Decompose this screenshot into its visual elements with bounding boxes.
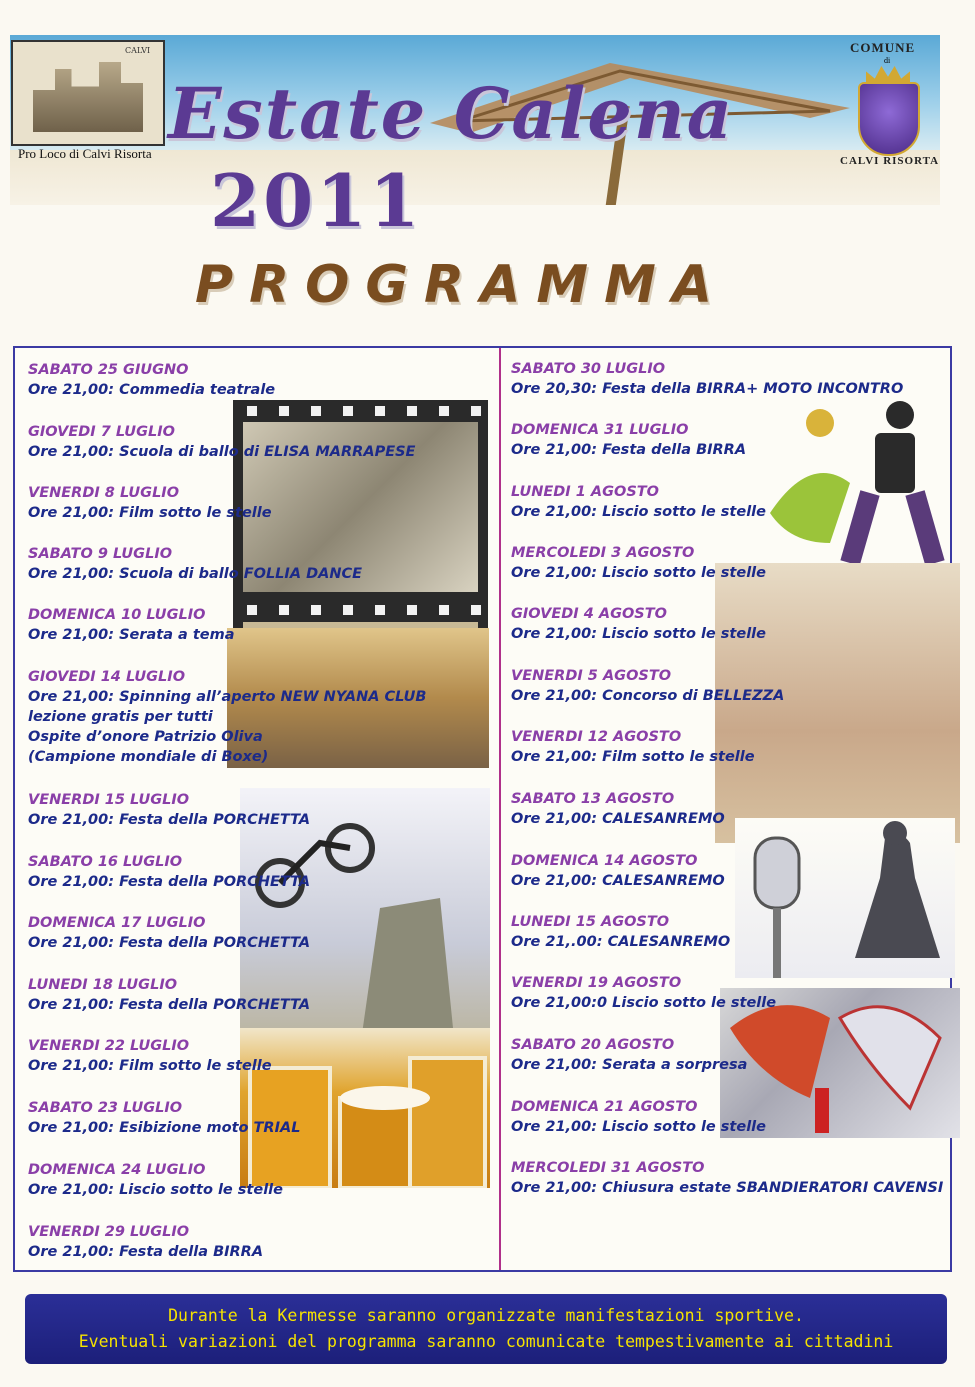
event-date: DOMENICA 17 LUGLIO — [28, 915, 206, 931]
event-detail: Ore 21,00: Festa della PORCHETTA — [28, 874, 311, 890]
event-detail: Ore 21,00: CALESANREMO — [511, 873, 725, 889]
event-detail: Ore 21,00: Festa della PORCHETTA — [28, 812, 311, 828]
crest-top-text: COMUNE — [850, 40, 916, 55]
dancers-icon — [750, 393, 950, 573]
film-holes — [233, 605, 488, 615]
programma-heading: PROGRAMMA — [195, 255, 729, 315]
event-detail: Ore 21,00: Concorso di BELLEZZA — [511, 688, 785, 704]
event-detail: Ore 21,00: Liscio sotto le stelle — [28, 1182, 283, 1198]
crest-di-text: di — [884, 56, 891, 65]
event-detail: Ore 21,00: Serata a sorpresa — [511, 1057, 748, 1073]
event-date: VENERDI 15 LUGLIO — [28, 792, 190, 808]
event-detail: (Campione mondiale di Boxe) — [28, 749, 269, 765]
event-detail: Ore 21,00: Scuola di ballo FOLLIA DANCE — [28, 566, 363, 582]
event-detail: Ore 21,00: Liscio sotto le stelle — [511, 1119, 766, 1135]
footer-line-2: Eventuali variazioni del programma saranno comunicate tempestivamente ai cittadini — [78, 1332, 894, 1351]
film-holes — [233, 406, 488, 416]
microphone-photo — [735, 818, 955, 978]
poster-title: Estate Calena — [168, 72, 735, 155]
event-detail: Ospite d’onore Patrizio Oliva — [28, 729, 263, 745]
event-item — [511, 1158, 944, 1198]
beer-photo — [240, 1028, 490, 1188]
event-detail: Ore 21,00: Festa della BIRRA — [511, 442, 747, 458]
event-detail: Ore 21,00: Festa della PORCHETTA — [28, 935, 311, 951]
event-detail: Ore 21,00: Spinning all’aperto NEW NYANA CLUB — [28, 689, 427, 705]
event-date: LUNEDI 18 LUGLIO — [28, 977, 178, 993]
event-date: SABATO 16 LUGLIO — [28, 854, 183, 870]
event-detail: Ore 21,00: Festa della PORCHETTA — [28, 997, 311, 1013]
event-date: DOMENICA 31 LUGLIO — [511, 422, 689, 438]
event-date: GIOVEDI 4 AGOSTO — [511, 606, 667, 622]
event-date: GIOVEDI 14 LUGLIO — [28, 669, 186, 685]
event-date: DOMENICA 21 AGOSTO — [511, 1099, 698, 1115]
event-date: SABATO 13 AGOSTO — [511, 791, 675, 807]
event-detail: Ore 21,00: Scuola di ballo di ELISA MARRAPESE — [28, 444, 416, 460]
event-date: SABATO 23 LUGLIO — [28, 1100, 183, 1116]
event-detail: Ore 21,00: Esibizione moto TRIAL — [28, 1120, 301, 1136]
event-date: SABATO 25 GIUGNO — [28, 362, 189, 378]
footer-line-1: Durante la Kermesse saranno organizzate manifestazioni sportive. — [168, 1306, 804, 1325]
event-detail: lezione gratis per tutti — [28, 709, 213, 725]
event-date: VENERDI 19 AGOSTO — [511, 975, 682, 991]
event-item — [28, 360, 488, 400]
event-date: VENERDI 22 LUGLIO — [28, 1038, 190, 1054]
event-item — [28, 1222, 488, 1262]
microphone-icon — [735, 818, 955, 978]
footer-notice — [25, 1294, 947, 1364]
logo-tag: CALVI — [125, 46, 151, 55]
event-detail: Ore 21,00: Festa della BIRRA — [28, 1244, 264, 1260]
event-date: SABATO 30 LUGLIO — [511, 361, 666, 377]
event-detail: Ore 21,00: CALESANREMO — [511, 811, 725, 827]
poster-year: 2011 — [210, 158, 423, 243]
event-detail: Ore 21,00: Serata a tema — [28, 627, 235, 643]
event-date: VENERDI 29 LUGLIO — [28, 1224, 190, 1240]
event-detail: Ore 21,00: Film sotto le stelle — [511, 749, 755, 765]
pro-loco-logo — [11, 40, 165, 146]
beer-mugs-icon — [240, 1028, 490, 1188]
event-date: GIOVEDI 7 LUGLIO — [28, 424, 175, 440]
comune-crest — [840, 40, 940, 170]
shield-icon — [858, 82, 920, 156]
event-date: VENERDI 8 LUGLIO — [28, 485, 180, 501]
event-detail: Ore 21,00: Commedia teatrale — [28, 382, 276, 398]
event-detail: Ore 21,00: Chiusura estate SBANDIERATORI CAVENSI — [511, 1180, 944, 1196]
event-detail: Ore 21,00:0 Liscio sotto le stelle — [511, 995, 777, 1011]
event-date: DOMENICA 14 AGOSTO — [511, 853, 698, 869]
event-date: MERCOLEDI 31 AGOSTO — [511, 1160, 705, 1176]
event-detail: Ore 21,00: Film sotto le stelle — [28, 1058, 272, 1074]
event-detail: Ore 21,00: Liscio sotto le stelle — [511, 565, 766, 581]
event-date: VENERDI 5 AGOSTO — [511, 668, 672, 684]
event-date: VENERDI 12 AGOSTO — [511, 729, 682, 745]
column-divider — [499, 348, 501, 1270]
event-date: LUNEDI 1 AGOSTO — [511, 484, 659, 500]
event-date: DOMENICA 10 LUGLIO — [28, 607, 206, 623]
event-date: LUNEDI 15 AGOSTO — [511, 914, 670, 930]
event-item — [511, 973, 941, 1013]
event-date: MERCOLEDI 3 AGOSTO — [511, 545, 695, 561]
event-detail: Ore 21,00: Film sotto le stelle — [28, 505, 272, 521]
program-box — [13, 346, 952, 1272]
event-detail: Ore 20,30: Festa della BIRRA+ MOTO INCONTRO — [511, 381, 904, 397]
crest-city-text: CALVI RISORTA — [840, 155, 940, 167]
event-detail: Ore 21,.00: CALESANREMO — [511, 934, 731, 950]
event-date: SABATO 20 AGOSTO — [511, 1037, 675, 1053]
castle-icon — [33, 62, 143, 132]
pro-loco-label: Pro Loco di Calvi Risorta — [18, 146, 152, 161]
dancers-silhouette — [750, 393, 950, 573]
event-date: DOMENICA 24 LUGLIO — [28, 1162, 206, 1178]
event-detail: Ore 21,00: Liscio sotto le stelle — [511, 504, 766, 520]
event-item — [511, 359, 941, 399]
event-date: SABATO 9 LUGLIO — [28, 546, 173, 562]
event-detail: Ore 21,00: Liscio sotto le stelle — [511, 626, 766, 642]
